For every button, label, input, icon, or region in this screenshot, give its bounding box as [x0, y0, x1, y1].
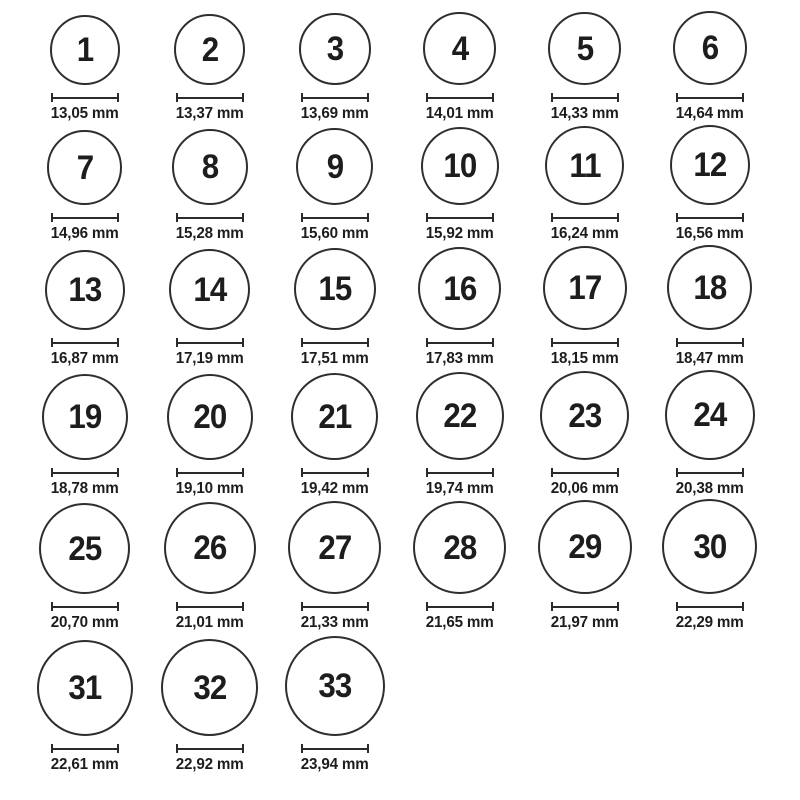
ring-circle [421, 127, 499, 205]
diameter-label: 18,78 mm [50, 480, 119, 497]
diameter-measure-line [301, 602, 369, 611]
ring-size-number: 22 [443, 397, 476, 435]
diameter-measure-line [676, 468, 744, 477]
ring-circle [294, 248, 376, 330]
ring-size-number: 18 [693, 268, 726, 307]
ring-size-row [22, 124, 800, 244]
diameter-measure-line [51, 338, 119, 347]
measure-tick-right-icon [117, 468, 119, 477]
measure-tick-right-icon [242, 602, 244, 611]
diameter-label: 15,92 mm [425, 225, 494, 242]
diameter-label: 19,74 mm [425, 480, 494, 497]
diameter-label: 21,33 mm [300, 614, 369, 631]
measure-tick-right-icon [492, 602, 494, 611]
ring-size-number: 16 [443, 269, 476, 308]
diameter-measure-line [176, 338, 244, 347]
ring-circle [288, 501, 381, 594]
ring-size-cell [647, 125, 772, 244]
diameter-label: 15,28 mm [175, 225, 244, 242]
diameter-measure-line [301, 213, 369, 222]
measure-tick-right-icon [242, 744, 244, 753]
diameter-label: 14,96 mm [50, 225, 119, 242]
ring-size-cell [147, 14, 272, 124]
ring-size-cell [397, 501, 522, 633]
diameter-measure-line [176, 602, 244, 611]
diameter-label: 14,33 mm [550, 105, 619, 122]
diameter-label: 19,42 mm [300, 480, 369, 497]
ring-circle [423, 12, 496, 85]
ring-size-number: 26 [193, 529, 226, 567]
diameter-measure-line [51, 602, 119, 611]
ring-circle [169, 249, 250, 330]
measure-tick-right-icon [742, 93, 744, 102]
diameter-measure-line [426, 468, 494, 477]
ring-size-cell [22, 130, 147, 244]
measure-bar [676, 342, 744, 344]
measure-bar [426, 472, 494, 474]
ring-size-number: 19 [68, 398, 101, 436]
ring-size-number: 25 [68, 529, 101, 568]
ring-size-number: 13 [68, 271, 101, 309]
measure-bar [176, 342, 244, 344]
diameter-measure-line [551, 213, 619, 222]
diameter-measure-line [676, 213, 744, 222]
measure-tick-right-icon [242, 213, 244, 222]
ring-circle [543, 246, 627, 330]
measure-bar [426, 217, 494, 219]
ring-size-cell [522, 12, 647, 124]
ring-size-cell [397, 127, 522, 244]
ring-size-cell [397, 372, 522, 499]
ring-circle [39, 503, 130, 594]
measure-tick-right-icon [742, 213, 744, 222]
ring-size-number: 28 [443, 528, 476, 567]
ring-size-number: 21 [318, 397, 351, 436]
measure-tick-right-icon [367, 338, 369, 347]
diameter-label: 17,83 mm [425, 350, 494, 367]
ring-circle [667, 245, 752, 330]
ring-circle [164, 502, 256, 594]
ring-size-cell [22, 503, 147, 633]
ring-size-number: 10 [443, 147, 476, 185]
ring-size-cell [397, 247, 522, 369]
ring-size-cell [647, 245, 772, 369]
measure-bar [551, 217, 619, 219]
ring-size-row [22, 633, 800, 775]
ring-size-cell [647, 11, 772, 124]
measure-tick-right-icon [617, 602, 619, 611]
ring-size-cell [397, 12, 522, 124]
measure-bar [551, 97, 619, 99]
measure-tick-right-icon [242, 468, 244, 477]
ring-circle [285, 636, 385, 736]
diameter-measure-line [551, 602, 619, 611]
measure-bar [676, 606, 744, 608]
ring-size-number: 24 [693, 396, 726, 434]
measure-tick-right-icon [367, 468, 369, 477]
ring-circle [174, 14, 245, 85]
diameter-measure-line [51, 468, 119, 477]
ring-circle [662, 499, 757, 594]
measure-bar [301, 342, 369, 344]
ring-circle [418, 247, 501, 330]
diameter-measure-line [301, 338, 369, 347]
diameter-label: 17,51 mm [300, 350, 369, 367]
measure-tick-right-icon [742, 602, 744, 611]
measure-tick-right-icon [242, 338, 244, 347]
ring-size-cell [272, 373, 397, 499]
ring-size-number: 15 [318, 270, 351, 308]
ring-circle [670, 125, 750, 205]
diameter-measure-line [426, 213, 494, 222]
measure-tick-right-icon [492, 213, 494, 222]
ring-size-cell [272, 13, 397, 124]
ring-size-number: 33 [318, 667, 351, 705]
measure-bar [51, 748, 119, 750]
diameter-measure-line [176, 744, 244, 753]
diameter-label: 20,38 mm [675, 480, 744, 497]
ring-size-number: 20 [193, 398, 226, 436]
measure-bar [51, 342, 119, 344]
diameter-label: 16,87 mm [50, 350, 119, 367]
diameter-measure-line [51, 744, 119, 753]
measure-tick-right-icon [367, 213, 369, 222]
ring-circle [37, 640, 133, 736]
ring-circle [161, 639, 258, 736]
measure-bar [676, 472, 744, 474]
measure-tick-right-icon [742, 338, 744, 347]
ring-circle [45, 250, 125, 330]
ring-size-cell [522, 246, 647, 369]
ring-size-number: 7 [76, 148, 93, 187]
measure-tick-right-icon [367, 93, 369, 102]
ring-size-number: 2 [201, 30, 218, 69]
diameter-label: 13,69 mm [300, 105, 369, 122]
diameter-measure-line [676, 602, 744, 611]
ring-size-row [22, 244, 800, 369]
measure-tick-right-icon [617, 213, 619, 222]
measure-tick-right-icon [492, 93, 494, 102]
ring-circle [291, 373, 378, 460]
ring-size-number: 11 [568, 146, 601, 185]
ring-size-number: 6 [701, 29, 718, 67]
ring-size-cell [522, 126, 647, 244]
measure-tick-right-icon [492, 338, 494, 347]
measure-tick-right-icon [742, 468, 744, 477]
ring-size-cell [147, 249, 272, 369]
measure-bar [301, 97, 369, 99]
diameter-label: 16,56 mm [675, 225, 744, 242]
measure-bar [51, 472, 119, 474]
ring-circle [545, 126, 624, 205]
ring-size-number: 5 [576, 29, 593, 68]
diameter-label: 22,92 mm [175, 756, 244, 773]
measure-bar [176, 748, 244, 750]
diameter-label: 21,65 mm [425, 614, 494, 631]
measure-bar [176, 97, 244, 99]
measure-bar [426, 606, 494, 608]
measure-tick-right-icon [117, 338, 119, 347]
ring-size-number: 30 [693, 527, 726, 566]
measure-bar [426, 97, 494, 99]
diameter-label: 16,24 mm [550, 225, 619, 242]
measure-tick-right-icon [117, 744, 119, 753]
ring-size-cell [647, 370, 772, 499]
diameter-measure-line [426, 93, 494, 102]
measure-bar [426, 342, 494, 344]
measure-bar [301, 606, 369, 608]
ring-circle [172, 129, 248, 205]
diameter-label: 13,37 mm [175, 105, 244, 122]
ring-circle [47, 130, 122, 205]
measure-bar [301, 217, 369, 219]
ring-size-cell [147, 639, 272, 775]
diameter-label: 17,19 mm [175, 350, 244, 367]
diameter-measure-line [301, 93, 369, 102]
ring-size-cell [147, 502, 272, 633]
diameter-label: 20,70 mm [50, 614, 119, 631]
measure-bar [176, 217, 244, 219]
diameter-label: 13,05 mm [50, 105, 119, 122]
ring-size-row [22, 0, 800, 124]
ring-size-number: 27 [318, 528, 351, 567]
diameter-measure-line [176, 93, 244, 102]
ring-size-number: 32 [193, 668, 226, 707]
measure-tick-right-icon [117, 602, 119, 611]
ring-size-number: 29 [568, 528, 601, 566]
ring-size-cell [522, 371, 647, 499]
ring-size-number: 31 [68, 669, 101, 707]
measure-bar [551, 342, 619, 344]
measure-tick-right-icon [117, 93, 119, 102]
ring-size-cell [22, 15, 147, 124]
measure-bar [676, 97, 744, 99]
ring-size-cell [22, 250, 147, 369]
diameter-label: 18,47 mm [675, 350, 744, 367]
diameter-measure-line [676, 338, 744, 347]
measure-tick-right-icon [617, 93, 619, 102]
ring-size-cell [272, 501, 397, 633]
diameter-label: 20,06 mm [550, 480, 619, 497]
diameter-label: 18,15 mm [550, 350, 619, 367]
ring-size-cell [22, 374, 147, 499]
ring-size-number: 8 [201, 148, 218, 186]
diameter-measure-line [51, 213, 119, 222]
ring-size-row [22, 499, 800, 633]
diameter-label: 23,94 mm [300, 756, 369, 773]
ring-circle [665, 370, 755, 460]
ring-size-cell [147, 129, 272, 244]
diameter-measure-line [426, 338, 494, 347]
ring-size-number: 17 [568, 269, 601, 307]
ring-size-number: 4 [451, 29, 468, 68]
diameter-label: 15,60 mm [300, 225, 369, 242]
measure-bar [676, 217, 744, 219]
measure-bar [301, 748, 369, 750]
measure-tick-right-icon [367, 602, 369, 611]
ring-circle [42, 374, 128, 460]
ring-size-cell [272, 636, 397, 775]
measure-bar [176, 472, 244, 474]
ring-size-cell [147, 374, 272, 499]
ring-size-number: 3 [326, 30, 343, 68]
diameter-measure-line [551, 468, 619, 477]
measure-bar [551, 472, 619, 474]
diameter-label: 14,01 mm [425, 105, 494, 122]
measure-bar [301, 472, 369, 474]
diameter-label: 22,29 mm [675, 614, 744, 631]
diameter-measure-line [51, 93, 119, 102]
ring-size-cell [522, 500, 647, 633]
measure-tick-right-icon [242, 93, 244, 102]
ring-circle [416, 372, 504, 460]
ring-circle [296, 128, 373, 205]
measure-bar [51, 606, 119, 608]
ring-size-cell [22, 640, 147, 775]
diameter-label: 14,64 mm [675, 105, 744, 122]
diameter-measure-line [301, 744, 369, 753]
measure-bar [551, 606, 619, 608]
ring-circle [538, 500, 632, 594]
diameter-label: 22,61 mm [50, 756, 119, 773]
measure-bar [51, 97, 119, 99]
diameter-measure-line [676, 93, 744, 102]
diameter-measure-line [301, 468, 369, 477]
measure-tick-right-icon [617, 468, 619, 477]
diameter-measure-line [551, 93, 619, 102]
ring-circle [50, 15, 120, 85]
ring-circle [167, 374, 253, 460]
diameter-label: 21,97 mm [550, 614, 619, 631]
ring-size-number: 9 [326, 147, 343, 186]
diameter-measure-line [176, 468, 244, 477]
ring-size-cell [272, 128, 397, 244]
ring-size-number: 1 [76, 31, 93, 69]
measure-tick-right-icon [117, 213, 119, 222]
ring-size-cell [272, 248, 397, 369]
diameter-measure-line [551, 338, 619, 347]
diameter-measure-line [176, 213, 244, 222]
diameter-label: 21,01 mm [175, 614, 244, 631]
measure-bar [51, 217, 119, 219]
measure-tick-right-icon [367, 744, 369, 753]
ring-size-number: 23 [568, 396, 601, 435]
ring-circle [673, 11, 747, 85]
measure-bar [176, 606, 244, 608]
measure-tick-right-icon [492, 468, 494, 477]
diameter-measure-line [426, 602, 494, 611]
ring-size-row [22, 369, 800, 499]
ring-circle [299, 13, 371, 85]
ring-size-number: 14 [193, 270, 226, 309]
ring-circle [413, 501, 506, 594]
ring-circle [540, 371, 629, 460]
ring-circle [548, 12, 621, 85]
diameter-label: 19,10 mm [175, 480, 244, 497]
ring-size-number: 12 [693, 146, 726, 184]
measure-tick-right-icon [617, 338, 619, 347]
ring-size-cell [647, 499, 772, 633]
